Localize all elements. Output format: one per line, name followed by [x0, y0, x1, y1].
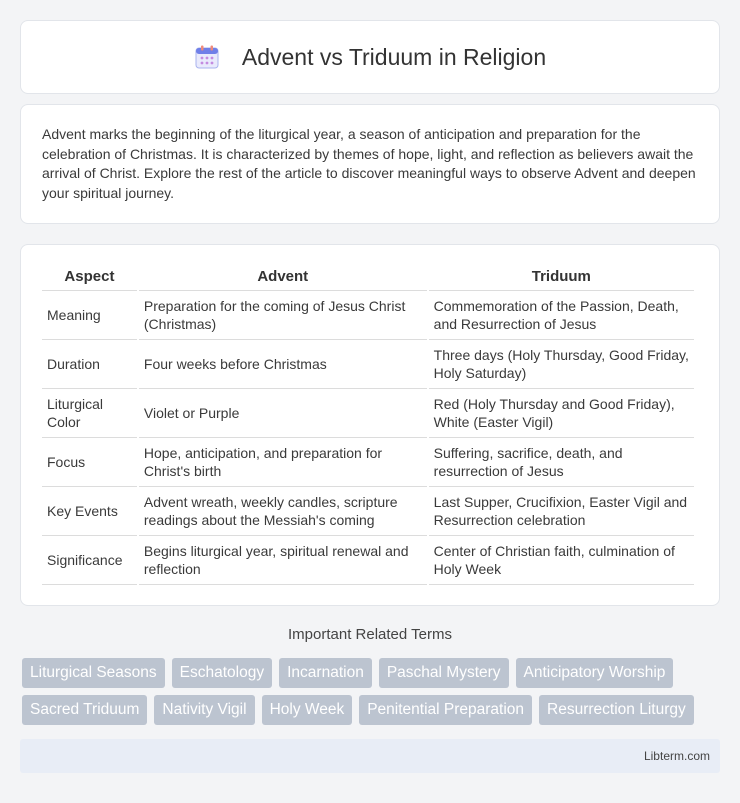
column-header-advent: Advent [139, 263, 427, 291]
tag-row [22, 695, 722, 725]
aspect-cell: Liturgical Color [42, 389, 137, 438]
column-header-triduum: Triduum [429, 263, 694, 291]
aspect-cell: Focus [42, 438, 137, 487]
tag-resurrection-liturgy[interactable]: Resurrection Liturgy [539, 695, 694, 725]
table-row [42, 389, 694, 438]
triduum-cell: Center of Christian faith, culmination of Holy Week [429, 536, 694, 585]
table-row [42, 291, 694, 340]
aspect-cell: Meaning [42, 291, 137, 340]
intro-paragraph: Advent marks the beginning of the liturgical year, a season of anticipation and preparation for the celebration of Christmas. It is characterized by themes of hope, light, and reflection as believers await the arrival of Christ. Explore the rest of the article to discover meaningful ways to observe Advent and deepen your spiritual journey. [42, 126, 696, 201]
table-row [42, 536, 694, 585]
advent-cell: Hope, anticipation, and preparation for Christ's birth [139, 438, 427, 487]
tag-row [22, 658, 722, 688]
table-row [42, 487, 694, 536]
aspect-cell: Significance [42, 536, 137, 585]
advent-cell: Four weeks before Christmas [139, 340, 427, 389]
triduum-cell: Red (Holy Thursday and Good Friday), White (Easter Vigil) [429, 389, 694, 438]
tag-eschatology[interactable]: Eschatology [172, 658, 272, 688]
comparison-table [40, 263, 696, 585]
triduum-cell: Commemoration of the Passion, Death, and Resurrection of Jesus [429, 291, 694, 340]
comparison-table-card [20, 244, 720, 606]
page-title: Advent vs Triduum in Religion [241, 43, 547, 70]
tag-holy-week[interactable]: Holy Week [262, 695, 353, 725]
intro-card [20, 104, 720, 224]
triduum-cell: Suffering, sacrifice, death, and resurrection of Jesus [429, 438, 694, 487]
tag-incarnation[interactable]: Incarnation [279, 658, 372, 688]
tag-penitential-preparation[interactable]: Penitential Preparation [359, 695, 532, 725]
related-terms-list [22, 658, 722, 732]
tag-sacred-triduum[interactable]: Sacred Triduum [22, 695, 147, 725]
tag-anticipatory-worship[interactable]: Anticipatory Worship [516, 658, 674, 688]
footer-brand-link[interactable]: Libterm.com [643, 749, 710, 763]
table-row [42, 438, 694, 487]
aspect-cell: Duration [42, 340, 137, 389]
aspect-cell: Key Events [42, 487, 137, 536]
triduum-cell: Last Supper, Crucifixion, Easter Vigil and Resurrection celebration [429, 487, 694, 536]
advent-cell: Begins liturgical year, spiritual renewal and reflection [139, 536, 427, 585]
footer [20, 739, 720, 773]
tag-paschal-mystery[interactable]: Paschal Mystery [379, 658, 509, 688]
related-terms-heading: Important Related Terms [288, 626, 452, 643]
triduum-cell: Three days (Holy Thursday, Good Friday, Holy Saturday) [429, 340, 694, 389]
tag-liturgical-seasons[interactable]: Liturgical Seasons [22, 658, 165, 688]
advent-cell: Preparation for the coming of Jesus Christ (Christmas) [139, 291, 427, 340]
title-card [20, 20, 720, 94]
column-header-aspect: Aspect [42, 263, 137, 291]
advent-cell: Advent wreath, weekly candles, scripture readings about the Messiah's coming [139, 487, 427, 536]
table-header-row [42, 263, 694, 291]
tag-nativity-vigil[interactable]: Nativity Vigil [154, 695, 254, 725]
table-row [42, 340, 694, 389]
calendar-icon [194, 44, 220, 70]
advent-cell: Violet or Purple [139, 389, 427, 438]
